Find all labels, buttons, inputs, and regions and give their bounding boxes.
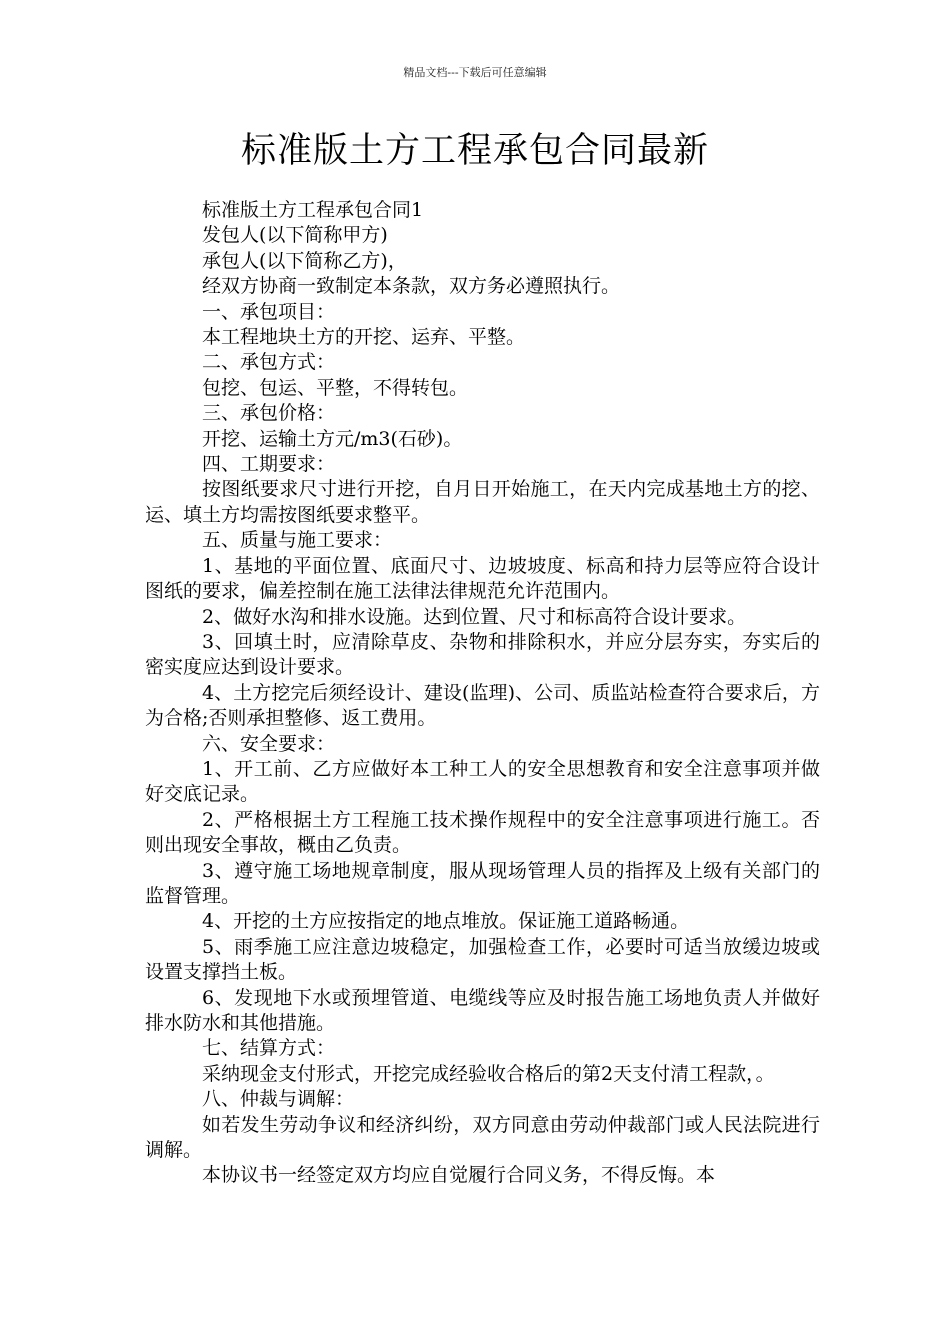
paragraph: 采纳现金支付形式，开挖完成经验收合格后的第2天支付清工程款，。 (202, 1062, 775, 1085)
paragraph: 发包人(以下简称甲方) (202, 224, 388, 247)
paragraph: 承包人(以下简称乙方)， (202, 249, 407, 272)
paragraph: 4、开挖的土方应按指定的地点堆放。保证施工道路畅通。 (202, 910, 690, 933)
section-heading: 二、承包方式： (202, 351, 336, 374)
header-note: 精品文档---下载后可任意编辑 (403, 66, 547, 79)
document-title: 标准版土方工程承包合同最新 (240, 131, 709, 171)
section-heading: 五、质量与施工要求： (202, 529, 393, 552)
paragraph: 4、土方挖完后须经设计、建设(监理)、公司、质监站检查符合要求后，方为合格;否则承担整修、返工费用。 (145, 681, 820, 730)
section-heading: 四、工期要求： (202, 453, 336, 476)
paragraph: 5、雨季施工应注意边坡稳定，加强检查工作，必要时可适当放缓边坡或设置支撑挡土板。 (145, 935, 820, 984)
paragraph: 1、开工前、乙方应做好本工种工人的安全思想教育和安全注意事项并做好交底记录。 (145, 757, 820, 806)
document-body (145, 198, 820, 1189)
paragraph: 按图纸要求尺寸进行开挖，自月日开始施工，在天内完成基地土方的挖、运、填土方均需按图纸要求整平。 (145, 478, 820, 526)
section-heading: 六、安全要求： (202, 732, 336, 755)
section-heading: 一、承包项目： (202, 300, 336, 323)
paragraph: 1、基地的平面位置、底面尺寸、边坡坡度、标高和持力层等应符合设计图纸的要求，偏差控制在施工法律法律规范允许范围内。 (145, 554, 820, 603)
paragraph: 本协议书一经签定双方均应自觉履行合同义务，不得反悔。本 (202, 1164, 716, 1187)
paragraph: 开挖、运输土方元/m3(石砂)。 (202, 427, 463, 450)
paragraph: 标准版土方工程承包合同1 (202, 199, 424, 221)
paragraph: 2、做好水沟和排水设施。达到位置、尺寸和标高符合设计要求。 (202, 605, 747, 628)
section-heading: 三、承包价格： (202, 402, 336, 425)
section-heading: 八、仲裁与调解： (202, 1088, 355, 1111)
paragraph: 6、发现地下水或预埋管道、电缆线等应及时报告施工场地负责人并做好排水防水和其他措施。 (145, 986, 820, 1034)
paragraph: 3、回填土时，应清除草皮、杂物和排除积水，并应分层夯实，夯实后的密实度应达到设计要求。 (145, 630, 820, 679)
section-heading: 七、结算方式： (202, 1037, 336, 1060)
paragraph: 本工程地块土方的开挖、运弃、平整。 (202, 326, 526, 349)
paragraph: 2、严格根据土方工程施工技术操作规程中的安全注意事项进行施工。否则出现安全事故，概由乙负责。 (145, 808, 820, 857)
paragraph: 经双方协商一致制定本条款，双方务必遵照执行。 (202, 275, 621, 298)
paragraph: 如若发生劳动争议和经济纠纷，双方同意由劳动仲裁部门或人民法院进行调解。 (145, 1113, 820, 1162)
paragraph: 包挖、包运、平整，不得转包。 (202, 376, 469, 399)
paragraph: 3、遵守施工场地规章制度，服从现场管理人员的指挥及上级有关部门的监督管理。 (145, 859, 820, 907)
